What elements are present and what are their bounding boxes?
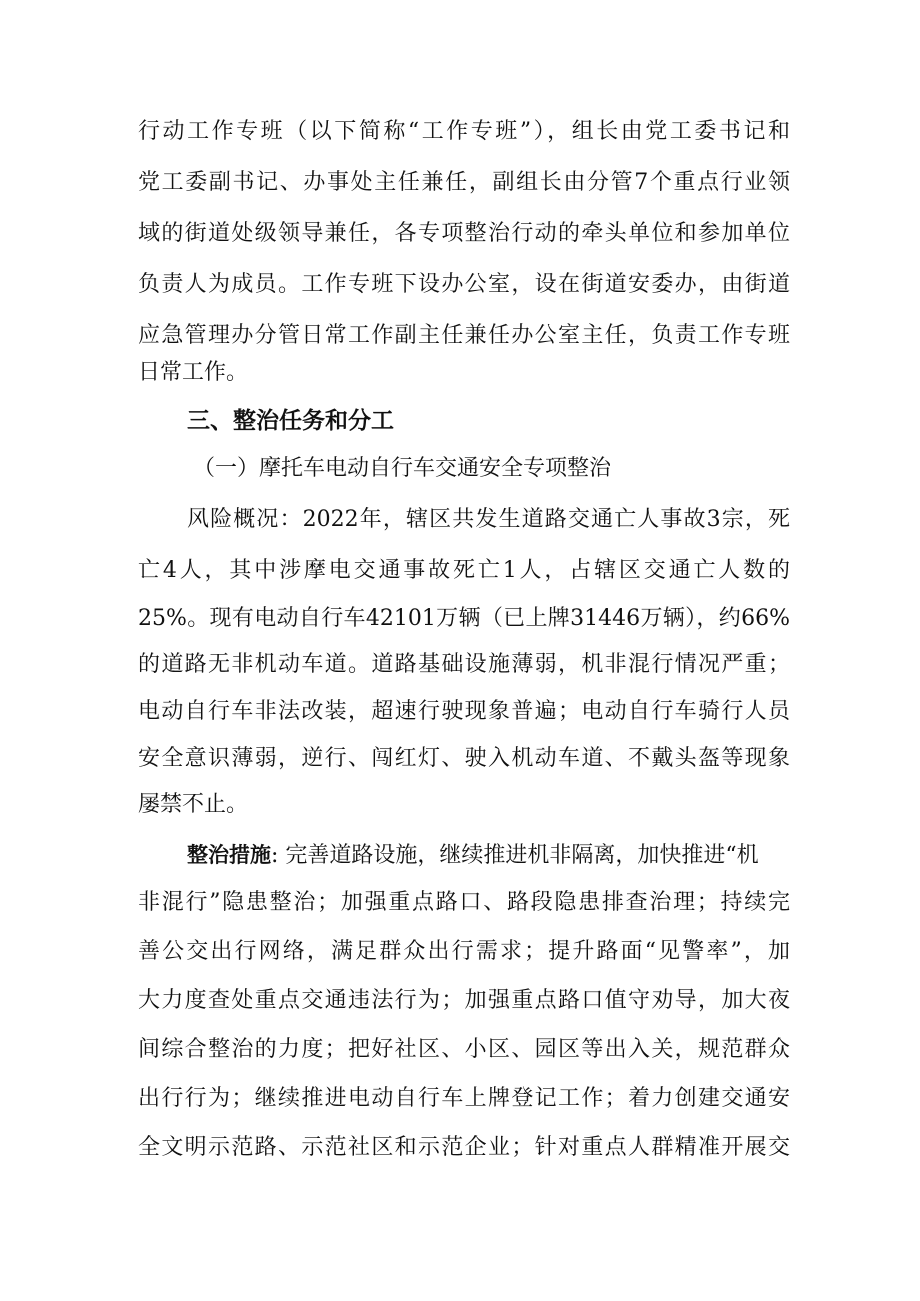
paragraph-line: 行动工作专班（以下简称“工作专班”），组长由党工委书记和 <box>138 119 790 144</box>
paragraph-line: 应急管理办分管日常工作副主任兼任办公室主任，负责工作专班 <box>138 323 790 348</box>
subsection-heading: （一）摩托车电动自行车交通安全专项整治 <box>193 456 612 481</box>
section-heading: 三、整治任务和分工 <box>187 408 394 434</box>
paragraph-line: 负责人为成员。工作专班下设办公室，设在街道安委办，由街道 <box>138 272 790 297</box>
paragraph-line: 日常工作。 <box>138 360 249 385</box>
paragraph-line: 党工委副书记、办事处主任兼任，副组长由分管7个重点行业领 <box>138 170 790 195</box>
paragraph-line: 安全意识薄弱，逆行、闯红灯、驶入机动车道、不戴头盔等现象 <box>138 746 790 771</box>
paragraph-line: 亡4人，其中涉摩电交通事故死亡1人，占辖区交通亡人数的 <box>138 558 790 583</box>
paragraph-line: 屡禁不止。 <box>138 792 249 817</box>
measures-first-line: : 完善道路设施，继续推进机非隔离，加快推进“机 <box>271 843 759 868</box>
paragraph-line: 的道路无非机动车道。道路基础设施薄弱，机非混行情况严重； <box>138 652 790 677</box>
paragraph-line: 电动自行车非法改装，超速行驶现象普遍；电动自行车骑行人员 <box>138 699 790 724</box>
paragraph-line: 25%。现有电动自行车42101万辆（已上牌31446万辆），约66% <box>138 606 790 631</box>
paragraph-line: 间综合整治的力度；把好社区、小区、园区等出入关，规范群众 <box>138 1037 790 1062</box>
paragraph-line: 非混行”隐患整治；加强重点路口、路段隐患排查治理；持续完 <box>138 890 790 915</box>
paragraph-line: 域的街道处级领导兼任，各专项整治行动的牵头单位和参加单位 <box>138 221 790 246</box>
measures-lead: 整治措施 <box>187 843 271 867</box>
paragraph-line: 全文明示范路、示范社区和示范企业；针对重点人群精准开展交 <box>138 1135 790 1160</box>
paragraph-line: 出行行为；继续推进电动自行车上牌登记工作；着力创建交通安 <box>138 1086 790 1111</box>
paragraph-line-first <box>187 840 790 870</box>
paragraph-line: 风险概况：2022年，辖区共发生道路交通亡人事故3宗，死 <box>187 507 790 532</box>
paragraph-line: 大力度查处重点交通违法行为；加强重点路口值守劝导，加大夜 <box>138 988 790 1013</box>
paragraph-line: 善公交出行网络，满足群众出行需求；提升路面“见警率”，加 <box>138 939 790 964</box>
